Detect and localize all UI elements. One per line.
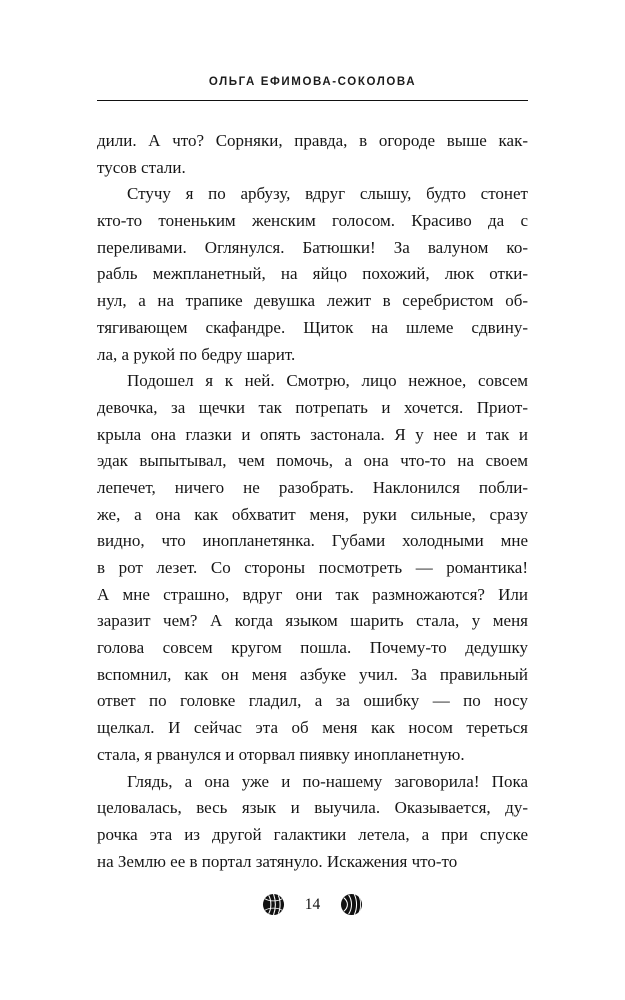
text-line: вспомнил, как он меня азбуке учил. За правильный — [97, 664, 528, 684]
text-line: Подошел я к ней. Смотрю, лицо нежное, совсем — [127, 371, 528, 391]
footer — [0, 893, 625, 916]
paragraph — [97, 181, 528, 368]
text-line: тягивающем скафандре. Щиток на шлеме сдвину- — [97, 317, 528, 337]
page-body — [97, 128, 528, 875]
paragraph — [97, 368, 528, 768]
text-line: ответ по головке гладил, а за ошибку — по носу — [97, 691, 528, 711]
text-line: на Землю ее в портал затянуло. Искажения что-то — [97, 851, 458, 871]
text-line: же, а она как обхватит меня, руки сильные, сразу — [97, 504, 528, 524]
text-line: Глядь, а она уже и по-нашему заговорила! Пока — [127, 771, 528, 791]
text-line: тусов стали. — [97, 157, 186, 177]
text-line: рочка эта из другой галактики летела, а при спуске — [97, 824, 528, 844]
text-line: переливами. Оглянулся. Батюшки! За валуном ко- — [97, 237, 528, 257]
text-line: целовалась, весь язык и выучила. Оказывается, ду- — [97, 798, 528, 818]
watermelon-icon — [340, 893, 363, 916]
text-line: девочка, за щечки так потрепать и хочется. Приот- — [97, 397, 528, 417]
paragraph — [97, 128, 528, 181]
text-line: эдак выпытывал, чем помочь, а она что-то на своем — [97, 451, 528, 471]
author-header: ОЛЬГА ЕФИМОВА-СОКОЛОВА — [208, 76, 417, 88]
text-line: заразит чем? А когда языком шарить стала, у меня — [97, 611, 528, 631]
text-line: нул, а на трапике девушка лежит в серебристом об- — [97, 291, 528, 311]
text-line: дили. А что? Сорняки, правда, в огороде выше как- — [97, 131, 528, 150]
watermelon-icon — [262, 893, 285, 916]
text-line: лепечет, ничего не разобрать. Наклонился побли- — [97, 477, 528, 497]
text-line: видно, что инопланетянка. Губами холодными мне — [97, 531, 528, 551]
text-line: голова совсем кругом пошла. Почему-то дедушку — [97, 638, 528, 658]
text-line: в рот лезет. Со стороны посмотреть — романтика! — [97, 558, 528, 577]
text-line: щелкал. И сейчас эта об меня как носом тереться — [97, 718, 528, 738]
page-number: 14 — [304, 895, 321, 913]
header-rule — [97, 100, 528, 101]
text-line: рабль межпланетный, на яйцо похожий, люк отки- — [97, 264, 528, 284]
text-line: крыла она глазки и опять застонала. Я у нее и так и — [97, 424, 528, 444]
text-line: Стучу я по арбузу, вдруг слышу, будто стонет — [127, 184, 528, 204]
text-line: А мне страшно, вдруг они так размножаются? Или — [97, 584, 528, 604]
text-line: кто-то тоненьким женским голосом. Красиво да с — [97, 211, 528, 231]
text-line: ла, а рукой по бедру шарит. — [97, 344, 296, 364]
paragraph — [97, 769, 528, 876]
text-line: стала, я рванулся и оторвал пиявку инопланетную. — [97, 744, 465, 764]
